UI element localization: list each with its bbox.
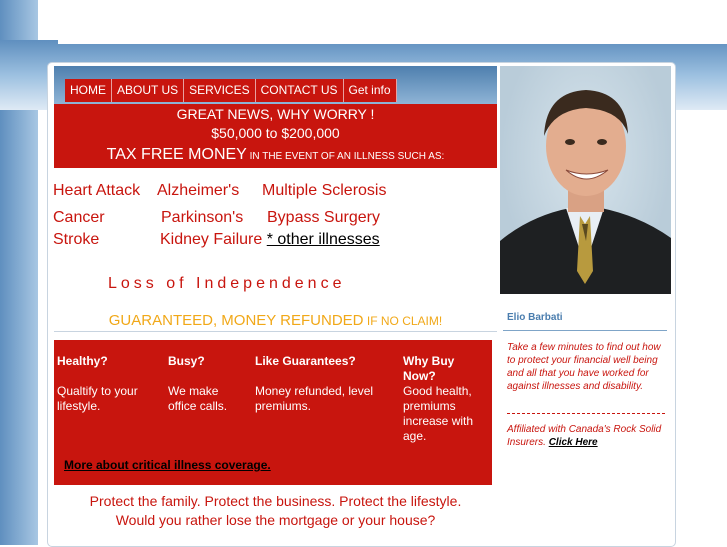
banner-headline: GREAT NEWS, WHY WORRY ! (176, 106, 375, 122)
top-white-area (58, 0, 727, 44)
nav-home[interactable]: HOME (65, 79, 112, 102)
illness-kidney-failure (160, 231, 380, 249)
features-box (54, 340, 492, 485)
more-critical-illness-link[interactable]: More about critical illness coverage. (64, 458, 271, 472)
banner-tax-free-main: TAX FREE MONEY (106, 146, 247, 163)
tagline (54, 492, 497, 530)
nav-contact-us[interactable]: CONTACT US (256, 79, 344, 102)
illness-heart-attack: Heart Attack (53, 182, 141, 199)
illness-kidney-failure-label: Kidney Failure (160, 231, 263, 248)
illness-multiple-sclerosis: Multiple Sclerosis (262, 182, 387, 199)
nav-services[interactable]: SERVICES (184, 79, 255, 102)
affiliation (507, 423, 669, 449)
illness-parkinsons: Parkinson's (161, 209, 244, 226)
feature-why-buy-now (403, 354, 485, 444)
feature-healthy (57, 354, 157, 414)
feature-heading: Healthy? (57, 354, 108, 368)
tagline-line1: Protect the family. Protect the business. Protect the lifestyle. (89, 493, 462, 509)
affiliation-text: Affiliated with Canada's Rock Solid Insurers. (507, 424, 662, 448)
feature-heading: Like Guarantees? (255, 354, 356, 368)
agent-intro: Take a few minutes to find out how to protect your financial well being and all that you have worked for against illnesses and disability. (507, 342, 661, 392)
great-news-banner (54, 104, 497, 168)
illness-cancer: Cancer (53, 209, 105, 226)
illness-stroke: Stroke (53, 231, 100, 248)
feature-busy (168, 354, 243, 414)
feature-body: We make office calls. (168, 384, 228, 413)
feature-body: Good health, premiums increase with age. (403, 384, 474, 443)
feature-heading: Why Buy Now? (403, 354, 455, 383)
sidebar-dashed-divider (507, 413, 665, 414)
nav-get-info[interactable]: Get info (344, 79, 397, 102)
guarantee-small: IF NO CLAIM! (363, 314, 443, 328)
main-nav (65, 79, 397, 102)
feature-body: Money refunded, level premiums. (255, 384, 374, 413)
banner-tax-free-small: IN THE EVENT OF AN ILLNESS SUCH AS: (246, 151, 445, 162)
illness-bypass-surgery: Bypass Surgery (267, 209, 380, 226)
guarantee-line (54, 312, 497, 329)
feature-heading: Busy? (168, 354, 205, 368)
agent-portrait-illustration (500, 66, 671, 294)
feature-guarantees (255, 354, 375, 414)
guarantee-main: GUARANTEED, MONEY REFUNDED (108, 312, 364, 329)
tagline-line2: Would you rather lose the mortgage or your house? (115, 512, 436, 528)
illness-alzheimers: Alzheimer's (157, 182, 240, 199)
guarantee-divider (54, 331, 497, 332)
other-illnesses-link[interactable]: * other illnesses (266, 231, 380, 248)
loss-of-independence: Loss of Independence (108, 275, 346, 292)
banner-tax-free (54, 146, 497, 164)
agent-name-divider (503, 330, 667, 331)
agent-photo (500, 66, 671, 294)
banner-amount: $50,000 to $200,000 (211, 125, 340, 141)
feature-body: Qualtify to your lifestyle. (57, 384, 138, 413)
agent-name: Elio Barbati (507, 312, 563, 323)
nav-about-us[interactable]: ABOUT US (112, 79, 184, 102)
click-here-link[interactable]: Click Here (548, 437, 598, 448)
